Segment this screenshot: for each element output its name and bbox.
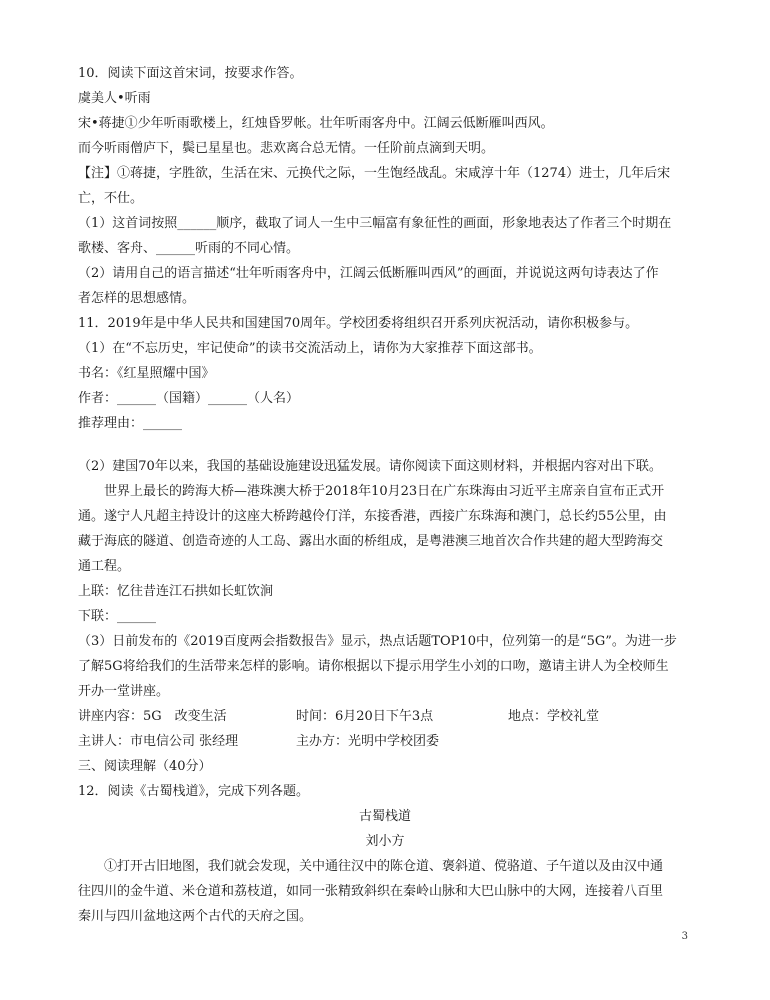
article-para1-line-2: 往四川的金牛道、米仓道和荔枝道，如同一张精致斜织在秦岭山脉和大巴山脉中的大网，连接着八百里 <box>78 884 664 899</box>
article-para1-line-1: ①打开古旧地图，我们就会发现，关中通往汉中的陈仓道、褒斜道、傥骆道、子午道以及由汉中通 <box>104 859 664 874</box>
note-line-2: 亡，不仕。 <box>78 191 144 206</box>
q10-heading: 10．阅读下面这首宋词，按要求作答。 <box>78 66 303 81</box>
lecture-info-row <box>78 705 690 729</box>
book-title: 书名：《红星照耀中国》 <box>78 366 215 381</box>
q10-sub2-line-2: 者怎样的思想感情。 <box>78 291 196 306</box>
section-3-heading: 三、阅读理解（40分） <box>78 759 212 774</box>
lecture-place: 地点：学校礼堂 <box>508 709 600 724</box>
q11-sub3-line-2: 了解5G将给我们的生活带来怎样的影响。请你根据以下提示用学生小刘的口吻，邀请主讲人为全校师生 <box>78 659 669 674</box>
poem-line-2: 而今听雨僧庐下，鬓已星星也。悲欢离合总无情。一任阶前点滴到天明。 <box>78 141 495 156</box>
q11-sub3-line-1: （3）日前发布的《2019百度两会指数报告》显示，热点话题TOP10中，位列第一的是“5G”。为进一步 <box>78 634 677 649</box>
poem-line-1: 宋•蒋捷①少年听雨歌楼上，红烛昏罗帐。壮年听雨客舟中。江阔云低断雁叫西风。 <box>78 116 554 131</box>
q11-sub2: （2）建国70年以来，我国的基础设施建设迅猛发展。请你阅读下面这则材料，并根据内容对出下联。 <box>78 459 662 474</box>
couplet-lower: 下联：______ <box>78 609 157 624</box>
lecture-time: 时间：6月20日下午3点 <box>296 709 434 724</box>
material-line-1: 世界上最长的跨海大桥—港珠澳大桥于2018年10月23日在广东珠海由习近平主席亲自宣布正式开 <box>104 484 665 499</box>
lecture-organizer: 主办方：光明中学校团委 <box>296 734 440 749</box>
q11-sub3-line-3: 开办一堂讲座。 <box>78 684 170 699</box>
note-line-1: 【注】①蒋捷，字胜欲，生活在宋、元换代之际，一生饱经战乱。宋咸淳十年（1274）进士，几年后宋 <box>78 166 671 181</box>
lecture-content: 讲座内容：5G 改变生活 <box>78 709 227 724</box>
page-number: 3 <box>681 931 688 942</box>
material-line-4: 通工程。 <box>78 559 131 574</box>
material-line-3: 藏于海底的隧道、创造奇迹的人工岛、露出水面的桥组成，是粤港澳三地首次合作共建的超大型跨海交 <box>78 534 664 549</box>
q11-heading: 11．2019年是中华人民共和国建国70周年。学校团委将组织召开系列庆祝活动，请你积极参与。 <box>78 316 639 331</box>
book-author: 作者：______（国籍）______（人名） <box>78 391 300 406</box>
article-author: 刘小方 <box>365 834 405 849</box>
q10-sub1-line-2: 歌楼、客舟、______听雨的不同心情。 <box>78 241 300 256</box>
poem-title: 虞美人•听雨 <box>78 91 151 106</box>
article-para1-line-3: 秦川与四川盆地这两个古代的天府之国。 <box>78 909 313 924</box>
q11-sub1: （1）在“不忘历史，牢记使命”的读书交流活动上，请你为大家推荐下面这部书。 <box>78 341 542 356</box>
lecture-speaker: 主讲人：市电信公司 张经理 <box>78 734 239 749</box>
q10-sub1-line-1: （1）这首词按照______顺序，截取了词人一生中三幅富有象征性的画面，形象地表达了作者三个时期在 <box>78 216 672 231</box>
q12-heading: 12．阅读《古蜀栈道》，完成下列各题。 <box>78 784 310 799</box>
material-line-2: 通。遂宁人凡超主持设计的这座大桥跨越伶仃洋，东接香港，西接广东珠海和澳门，总长约55公里，由 <box>78 509 667 524</box>
q10-sub2-line-1: （2）请用自己的语言描述“壮年听雨客舟中，江阔云低断雁叫西风”的画面，并说说这两句诗表达了作 <box>78 266 659 281</box>
lecture-host-row <box>78 730 690 754</box>
article-title: 古蜀栈道 <box>358 809 411 824</box>
couplet-upper: 上联：忆往昔连江石拱如长虹饮涧 <box>78 584 274 599</box>
recommend-reason: 推荐理由：______ <box>78 416 183 431</box>
